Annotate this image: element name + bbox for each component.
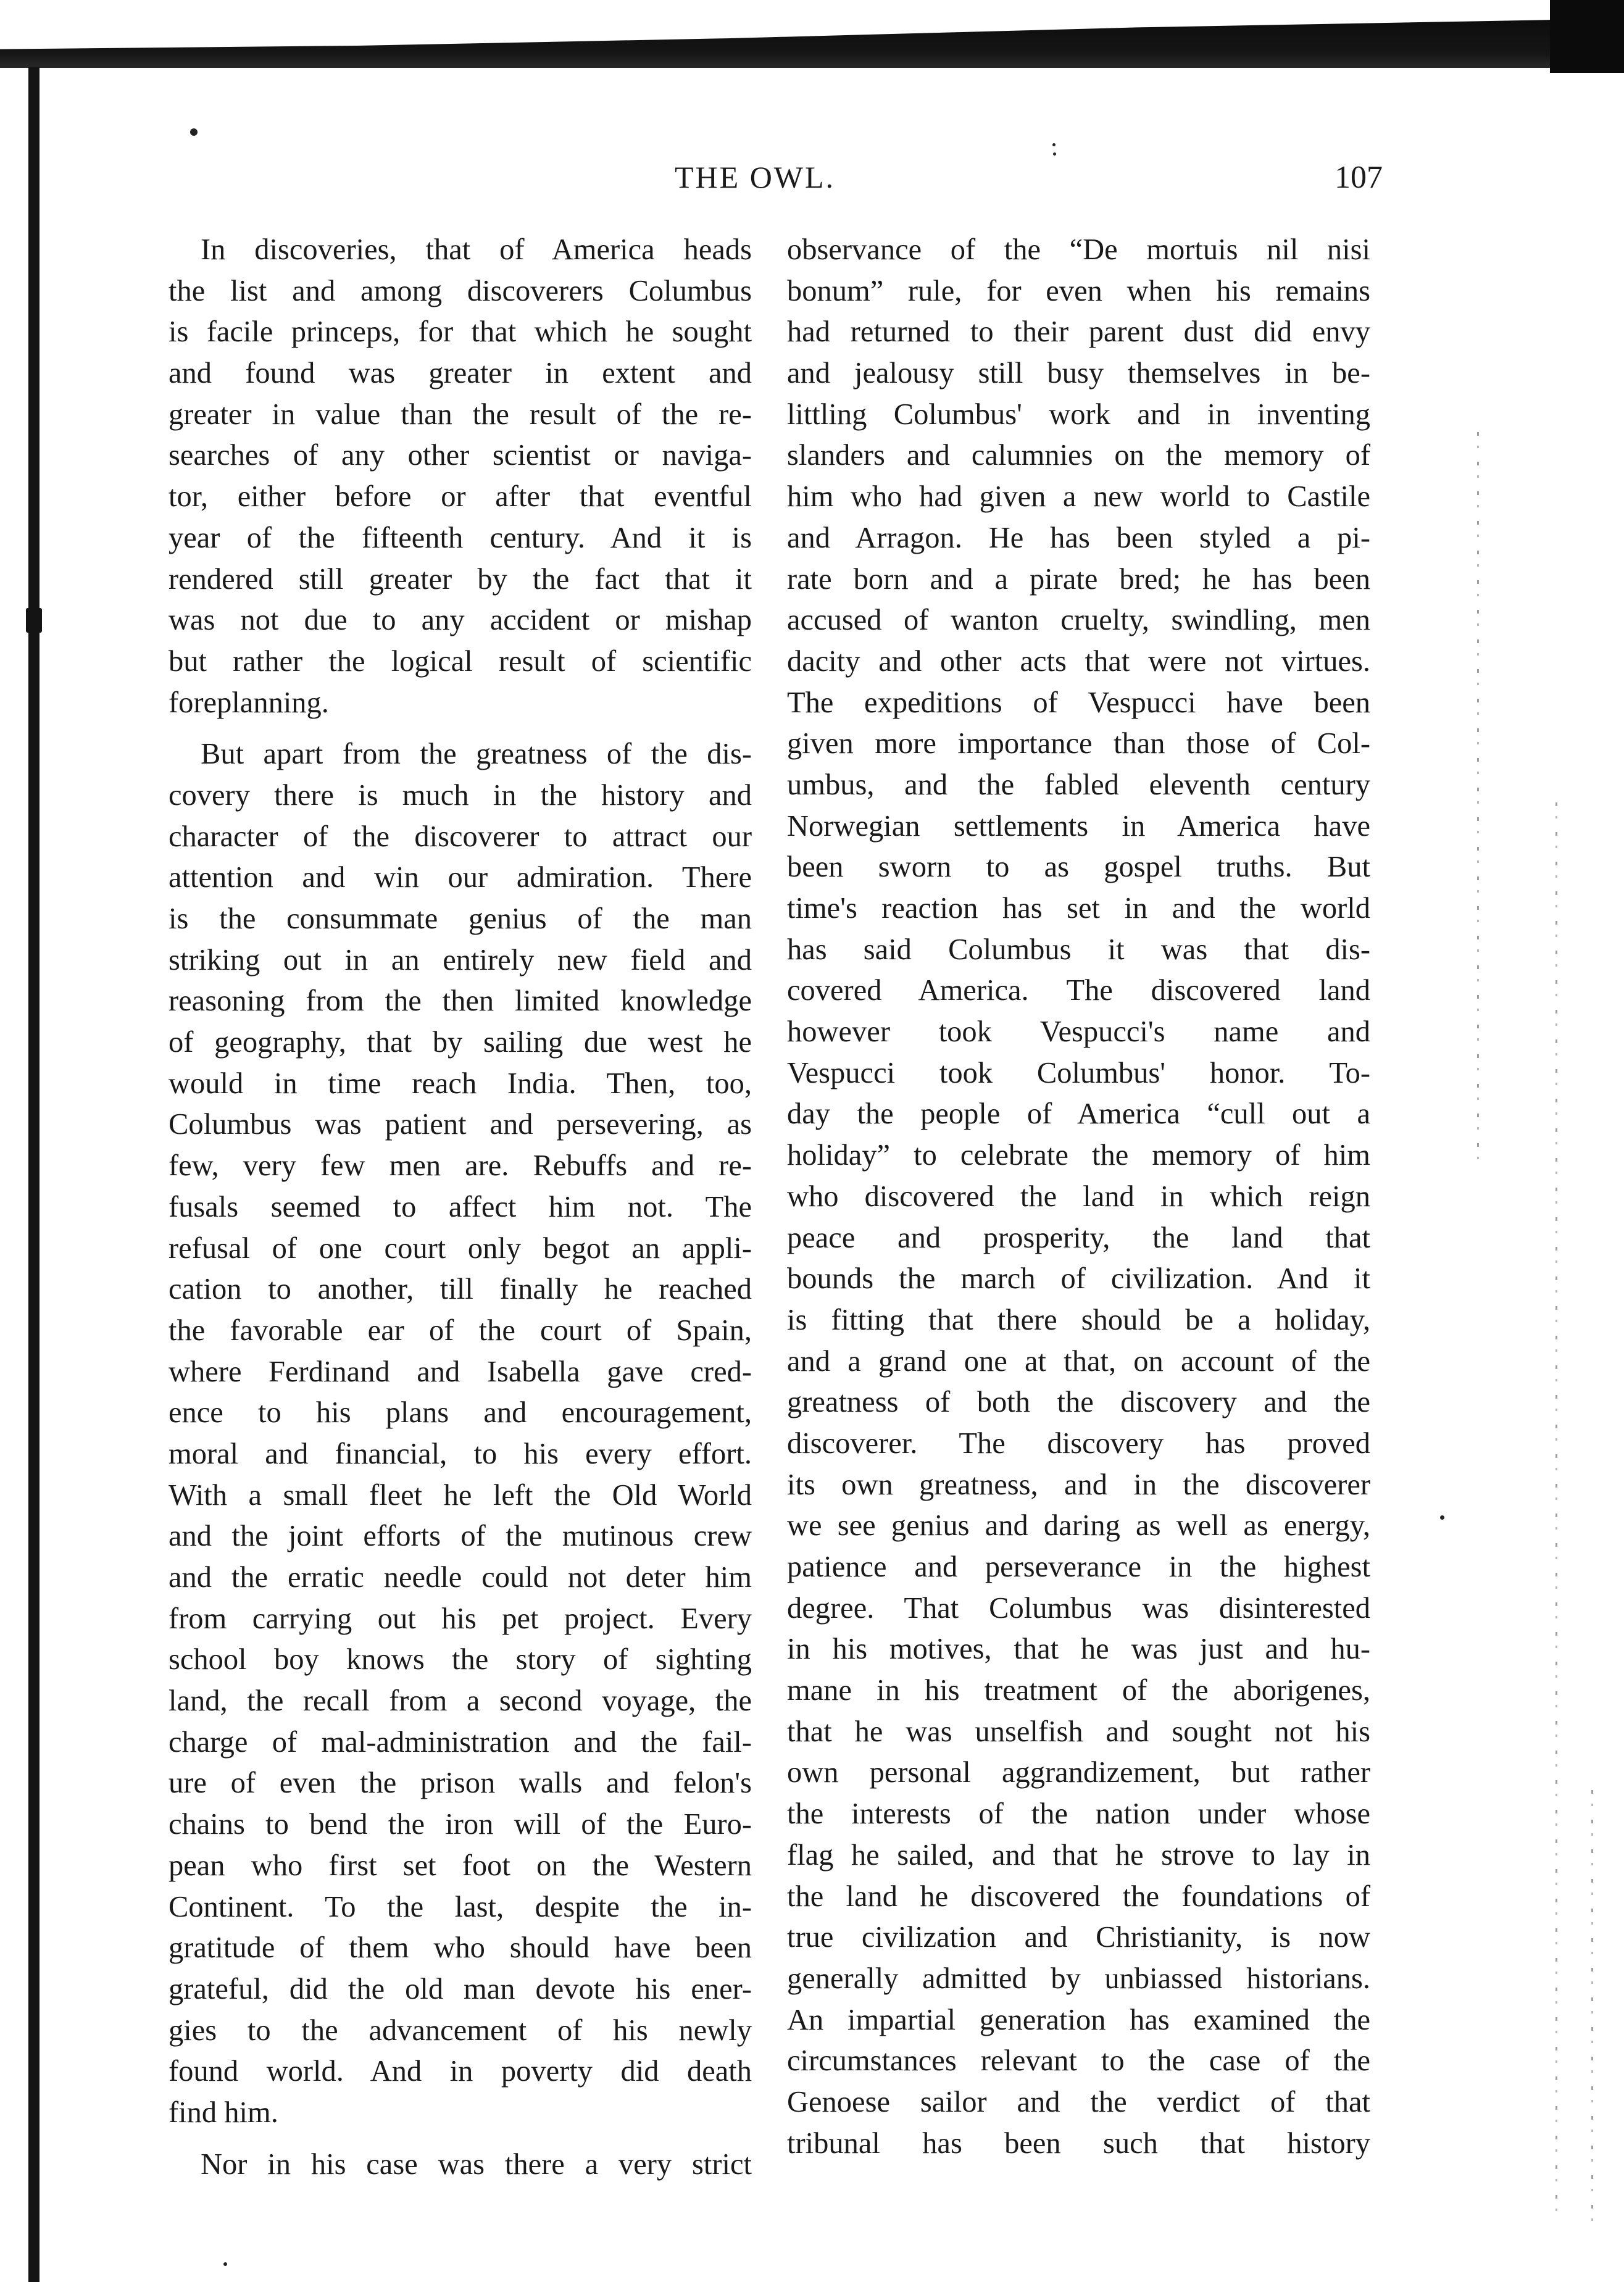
text-line: ence to his plans and encouragement,: [169, 1396, 752, 1430]
text-line: Columbus was patient and persevering, as: [169, 1108, 752, 1141]
text-line: its own greatness, and in the discoverer: [787, 1468, 1370, 1501]
text-line: attention and win our admiration. There: [169, 861, 752, 894]
text-line: refusal of one court only begot an appli-: [169, 1231, 752, 1265]
text-line: and jealousy still busy themselves in be-: [787, 357, 1370, 390]
text-line: would in time reach India. Then, too,: [169, 1067, 752, 1100]
text-line: In discoveries, that of America heads: [201, 233, 752, 266]
text-line: and found was greater in extent and: [169, 357, 752, 390]
text-line: few, very few men are. Rebuffs and re-: [169, 1149, 752, 1183]
text-line: school boy knows the story of sighting: [169, 1643, 752, 1676]
text-line: in his motives, that he was just and hu-: [787, 1633, 1370, 1666]
text-line: and the erratic needle could not deter him: [169, 1561, 752, 1594]
text-line: generally admitted by unbiassed historians.: [787, 1962, 1370, 1995]
text-line: but rather the logical result of scientific: [169, 644, 752, 678]
text-line: pean who first set foot on the Western: [169, 1849, 752, 1882]
text-line: day the people of America “cull out a: [787, 1097, 1370, 1131]
running-title: THE OWL.: [675, 160, 836, 194]
text-line: dacity and other acts that were not virtues.: [787, 644, 1370, 678]
text-line: ure of even the prison walls and felon's: [169, 1767, 752, 1800]
right-edge-noise: [1591, 1790, 1593, 2222]
text-line: greatness of both the discovery and the: [787, 1386, 1370, 1419]
text-line: peace and prosperity, the land that: [787, 1221, 1370, 1254]
text-line: cation to another, till finally he reached: [169, 1273, 752, 1306]
text-line: the favorable ear of the court of Spain,: [169, 1314, 752, 1347]
ink-speck: [1053, 152, 1056, 156]
text-line: greater in value than the result of the re-: [169, 398, 752, 431]
text-line: where Ferdinand and Isabella gave cred-: [169, 1355, 752, 1388]
text-line: bonum” rule, for even when his remains: [787, 274, 1370, 307]
text-line: circumstances relevant to the case of the: [787, 2044, 1370, 2078]
text-line: Nor in his case was there a very strict: [201, 2147, 752, 2181]
text-line: foreplanning.: [169, 686, 329, 719]
text-line: slanders and calumnies on the memory of: [787, 439, 1370, 472]
text-line: from carrying out his pet project. Every: [169, 1602, 752, 1635]
text-line: striking out in an entirely new field and: [169, 943, 752, 977]
text-line: degree. That Columbus was disinterested: [787, 1591, 1370, 1625]
text-line: was not due to any accident or mishap: [169, 604, 752, 637]
text-line: that he was unselfish and sought not his: [787, 1715, 1370, 1748]
text-line: observance of the “De mortuis nil nisi: [787, 233, 1370, 266]
text-line: umbus, and the fabled eleventh century: [787, 768, 1370, 801]
text-line: the land he discovered the foundations of: [787, 1880, 1370, 1913]
text-line: holiday” to celebrate the memory of him: [787, 1139, 1370, 1172]
right-edge-noise: [1477, 432, 1479, 1173]
text-line: find him.: [169, 2096, 278, 2129]
text-line: covery there is much in the history and: [169, 778, 752, 812]
text-line: grateful, did the old man devote his ener-: [169, 1972, 752, 2005]
text-line: littling Columbus' work and in inventing: [787, 398, 1370, 431]
text-line: Continent. To the last, despite the in-: [169, 1890, 752, 1923]
text-line: year of the fifteenth century. And it is: [169, 521, 752, 554]
text-line: tribunal has been such that history: [787, 2126, 1370, 2160]
ink-speck: [1052, 143, 1056, 146]
top-scan-border: [0, 19, 1624, 68]
text-line: and a grand one at that, on account of the: [787, 1344, 1370, 1378]
text-line: charge of mal-administration and the fail-: [169, 1725, 752, 1759]
text-line: character of the discoverer to attract our: [169, 820, 752, 853]
text-line: rate born and a pirate bred; he has been: [787, 562, 1370, 596]
text-line: had returned to their parent dust did envy: [787, 315, 1370, 349]
ink-speck: [223, 2262, 227, 2266]
text-line: is the consummate genius of the man: [169, 902, 752, 935]
text-line: chains to bend the iron will of the Euro-: [169, 1808, 752, 1841]
text-line: The expeditions of Vespucci have been: [787, 686, 1370, 719]
right-edge-noise: [1555, 802, 1557, 2222]
text-line: the list and among discoverers Columbus: [169, 274, 752, 307]
text-line: who discovered the land in which reign: [787, 1180, 1370, 1213]
text-line: however took Vespucci's name and: [787, 1015, 1370, 1049]
text-line: Genoese sailor and the verdict of that: [787, 2085, 1370, 2118]
text-line: flag he sailed, and that he strove to lay in: [787, 1838, 1370, 1872]
text-line: time's reaction has set in and the world: [787, 892, 1370, 925]
text-line: of geography, that by sailing due west he: [169, 1026, 752, 1059]
text-line: patience and perseverance in the highest: [787, 1551, 1370, 1583]
right-column: [787, 230, 1370, 2164]
text-line: gratitude of them who should have been: [169, 1931, 752, 1965]
text-line: him who had given a new world to Castile: [787, 480, 1370, 514]
text-line: accused of wanton cruelty, swindling, men: [787, 604, 1370, 637]
text-line: been sworn to as gospel truths. But: [787, 851, 1370, 884]
text-line: found world. And in poverty did death: [169, 2055, 752, 2088]
text-line: is facile princeps, for that which he sought: [169, 315, 752, 349]
text-line: mane in his treatment of the aborigenes,: [787, 1674, 1370, 1707]
text-line: own personal aggrandizement, but rather: [787, 1756, 1370, 1789]
text-line: reasoning from the then limited knowledge: [169, 985, 752, 1018]
text-line: bounds the march of civilization. And it: [787, 1262, 1370, 1296]
left-border-notch: [26, 608, 42, 633]
text-line: moral and financial, to his every effort.: [169, 1437, 752, 1470]
text-line: An impartial generation has examined the: [787, 2003, 1370, 2036]
text-line: gies to the advancement of his newly: [169, 2013, 752, 2047]
text-line: covered America. The discovered land: [787, 974, 1370, 1007]
text-line: we see genius and daring as well as energy,: [787, 1509, 1370, 1543]
page-number: 107: [1335, 160, 1383, 195]
left-column: [169, 230, 752, 2185]
text-line: fusals seemed to affect him not. The: [169, 1190, 752, 1223]
text-line: With a small fleet he left the Old World: [169, 1478, 752, 1512]
text-line: discoverer. The discovery has proved: [787, 1426, 1370, 1460]
text-line: searches of any other scientist or naviga-: [169, 439, 752, 472]
left-scan-border: [28, 67, 40, 2282]
text-line: and the joint efforts of the mutinous crew: [169, 1520, 752, 1553]
ink-speck: [1440, 1515, 1444, 1520]
text-line: Norwegian settlements in America have: [787, 809, 1370, 843]
text-line: Vespucci took Columbus' honor. To-: [787, 1056, 1370, 1089]
text-line: and Arragon. He has been styled a pi-: [787, 521, 1370, 554]
running-head: [0, 159, 1624, 209]
text-line: the interests of the nation under whose: [787, 1797, 1370, 1831]
text-line: given more importance than those of Col-: [787, 727, 1370, 760]
ink-speck: [190, 128, 198, 136]
text-line: has said Columbus it was that dis-: [787, 933, 1370, 966]
text-line: rendered still greater by the fact that it: [169, 562, 752, 596]
top-right-scan-shadow: [1550, 0, 1624, 73]
text-line: land, the recall from a second voyage, the: [169, 1684, 752, 1718]
text-line: tor, either before or after that eventful: [169, 480, 752, 514]
text-line: is fitting that there should be a holiday,: [787, 1303, 1370, 1336]
text-line: true civilization and Christianity, is now: [787, 1921, 1370, 1954]
text-line: But apart from the greatness of the dis-: [201, 738, 752, 771]
